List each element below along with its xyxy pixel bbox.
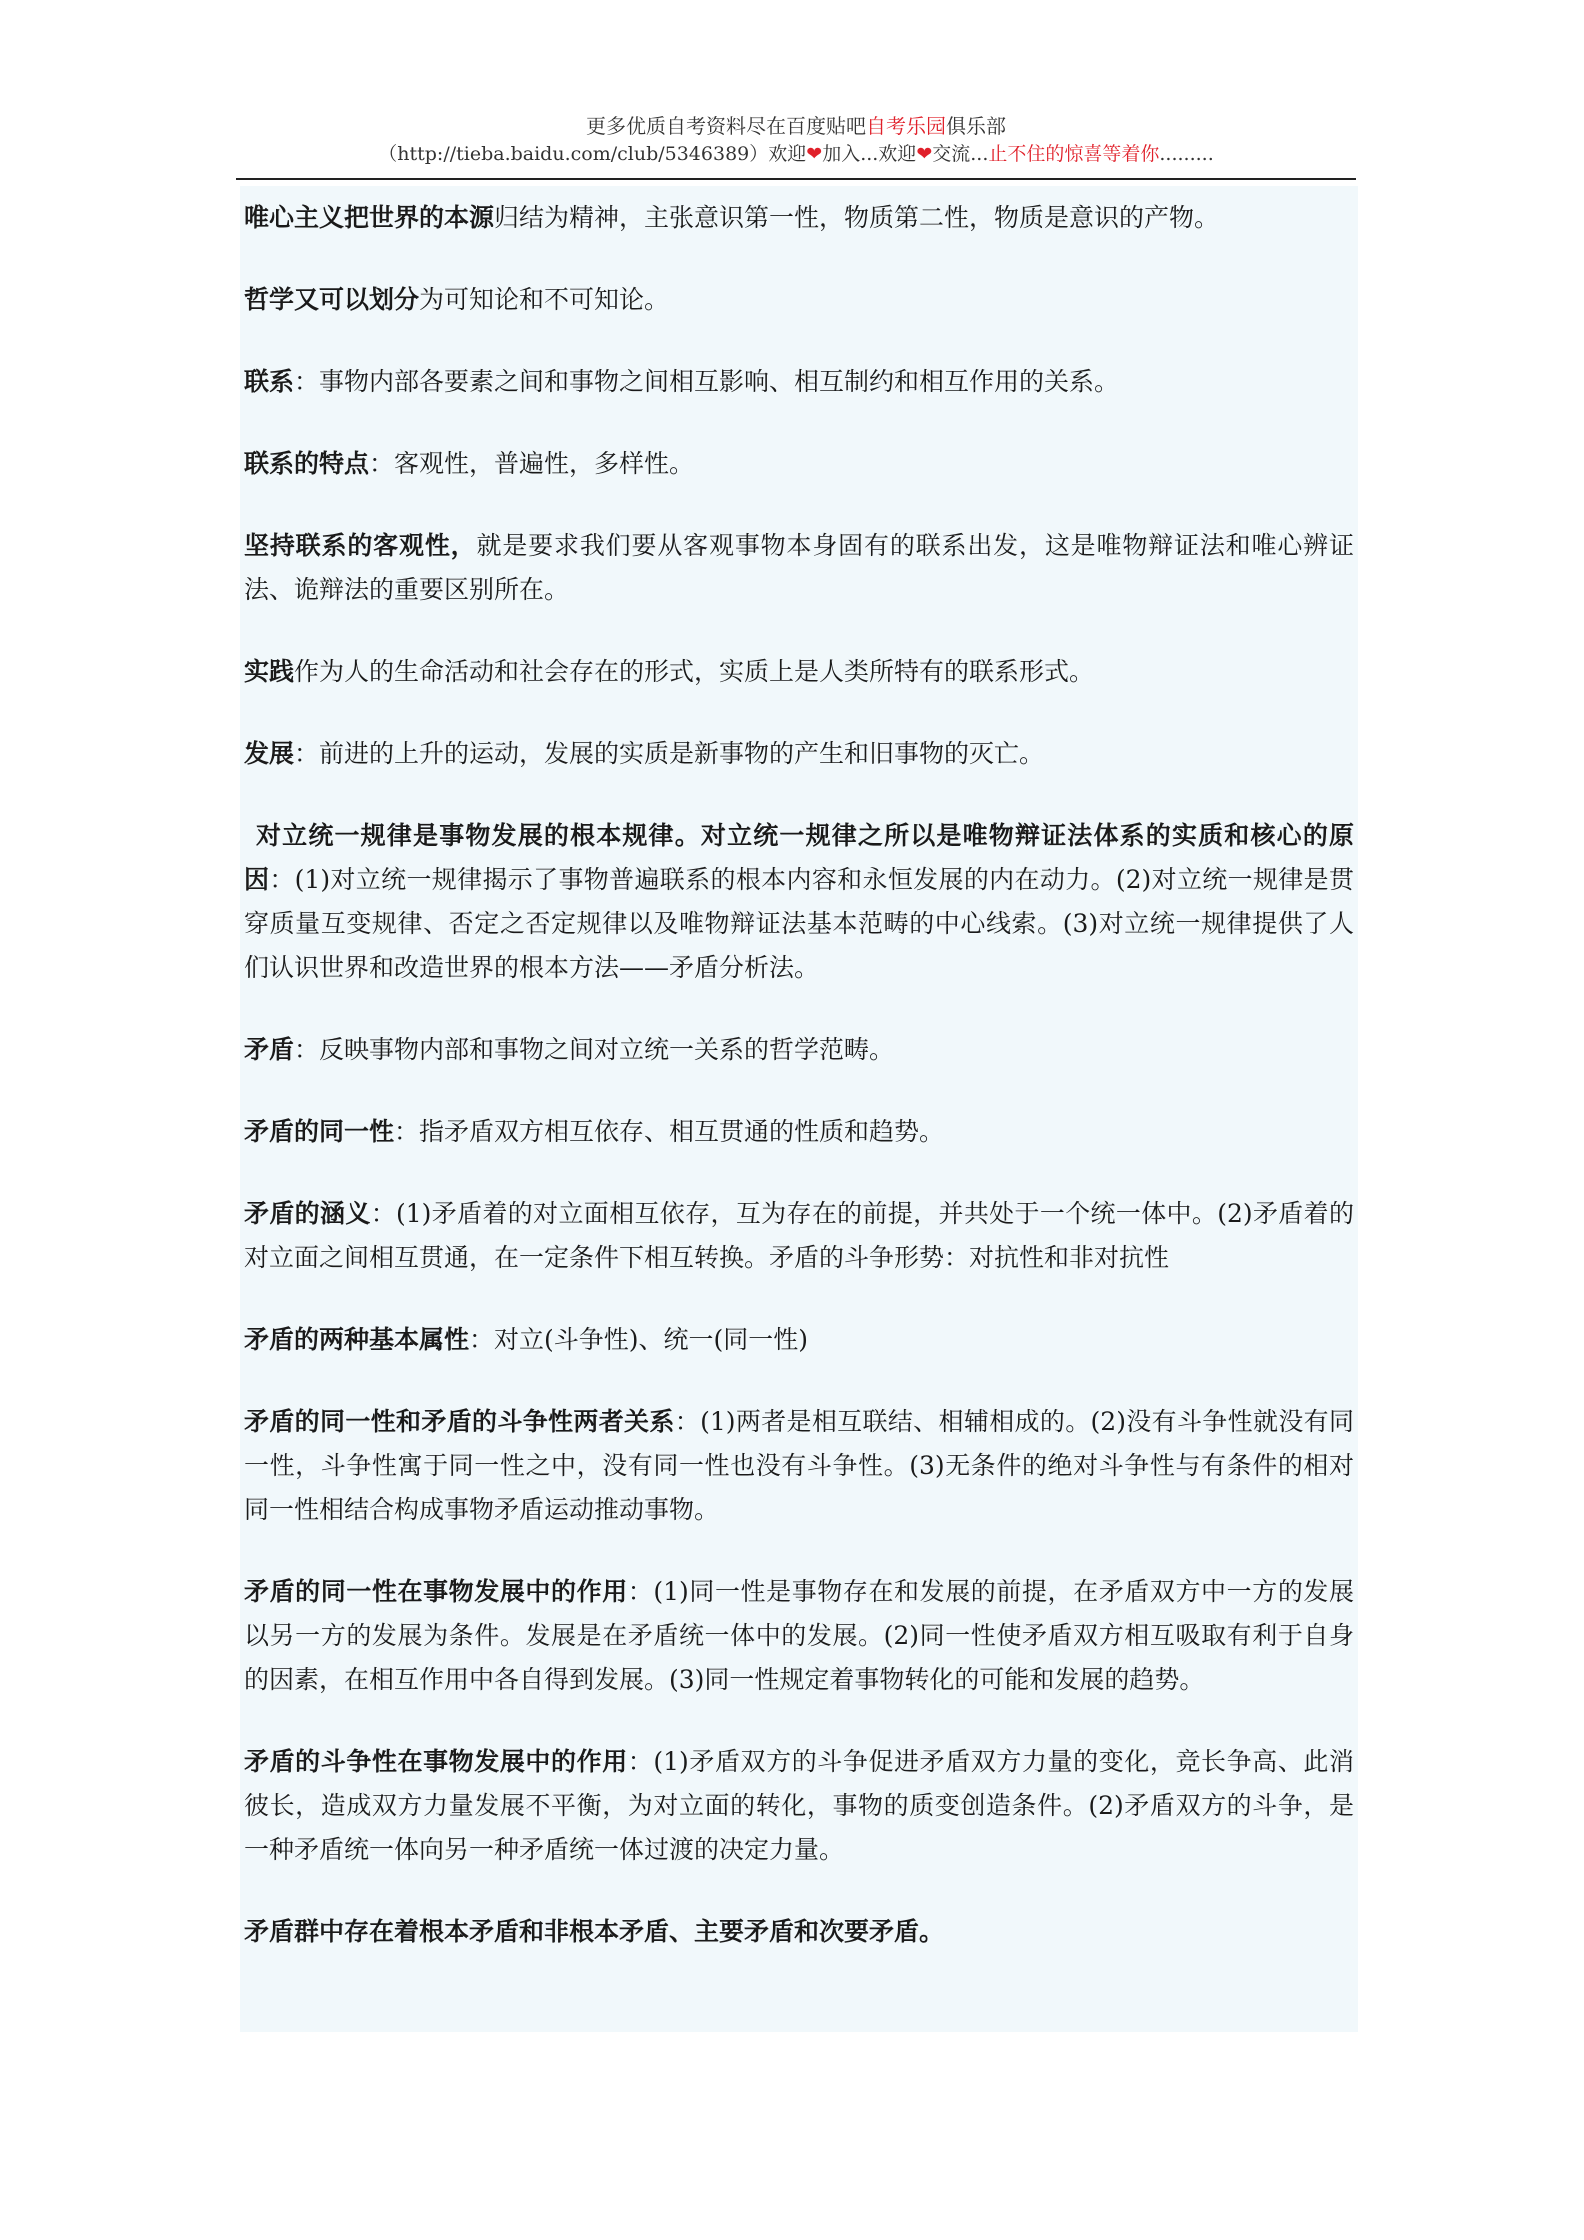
term: 矛盾群中存在着根本矛盾和非根本矛盾、主要矛盾和次要矛盾。 bbox=[244, 1917, 945, 1946]
term: 实践 bbox=[244, 657, 295, 686]
term: 哲学又可以划分 bbox=[244, 285, 420, 314]
term: 矛盾的同一性在事物发展中的作用 bbox=[244, 1577, 628, 1606]
definition: ：前进的上升的运动，发展的实质是新事物的产生和旧事物的灭亡。 bbox=[294, 739, 1045, 768]
paragraph bbox=[244, 1318, 1354, 1362]
definition: ：(1)矛盾双方的斗争促进矛盾双方力量的变化，竞长争高、此消彼长，造成双方力量发展不平衡，为对立面的转化，事物的质变创造条件。(2)矛盾双方的斗争，是一种矛盾统一体向另一种矛盾统一体过渡的决定力量。 bbox=[244, 1747, 1354, 1864]
page-header bbox=[236, 112, 1356, 168]
term: 坚持联系的客观性， bbox=[244, 531, 477, 560]
header-text: ......... bbox=[1159, 143, 1214, 165]
paragraph bbox=[244, 1192, 1354, 1280]
paragraph bbox=[244, 650, 1354, 694]
definition: ：(1)同一性是事物存在和发展的前提，在矛盾双方中一方的发展以另一方的发展为条件。发展是在矛盾统一体中的发展。(2)同一性使矛盾双方相互吸取有利于自身的因素，在相互作用中各自得到发展。(3)同一性规定着事物转化的可能和发展的趋势。 bbox=[244, 1577, 1354, 1694]
definition: ：事物内部各要素之间和事物之间相互影响、相互制约和相互作用的关系。 bbox=[294, 367, 1120, 396]
definition: 作为人的生命活动和社会存在的形式，实质上是人类所特有的联系形式。 bbox=[294, 657, 1095, 686]
paragraph bbox=[244, 442, 1354, 486]
term: 联系 bbox=[244, 367, 295, 396]
definition: 为可知论和不可知论。 bbox=[419, 285, 670, 314]
term: 唯心主义把世界的本源 bbox=[244, 203, 495, 232]
header-text: 更多优质自考资料尽在百度贴吧 bbox=[586, 114, 866, 138]
paragraph bbox=[244, 1110, 1354, 1154]
paragraph bbox=[244, 360, 1354, 404]
term: 联系的特点 bbox=[244, 449, 370, 478]
heart-icon: ❤ bbox=[916, 143, 933, 165]
paragraph bbox=[244, 196, 1354, 240]
definition: ：(1)两者是相互联结、相辅相成的。(2)没有斗争性就没有同一性，斗争性寓于同一性之中，没有同一性也没有斗争性。(3)无条件的绝对斗争性与有条件的相对同一性相结合构成事物矛盾运动推动事物。 bbox=[244, 1407, 1354, 1524]
term: 矛盾的同一性和矛盾的斗争性两者关系 bbox=[244, 1407, 675, 1436]
paragraph bbox=[244, 278, 1354, 322]
paragraph bbox=[244, 814, 1354, 990]
header-text: 俱乐部 bbox=[946, 114, 1006, 138]
definition: ：(1)矛盾着的对立面相互依存，互为存在的前提，并共处于一个统一体中。(2)矛盾着的对立面之间相互贯通，在一定条件下相互转换。矛盾的斗争形势：对抗性和非对抗性 bbox=[244, 1199, 1354, 1272]
header-line-2 bbox=[236, 140, 1356, 168]
definition: 归结为精神，主张意识第一性，物质第二性，物质是意识的产物。 bbox=[494, 203, 1220, 232]
paragraph bbox=[244, 1740, 1354, 1872]
paragraph bbox=[244, 1910, 1354, 1954]
definition: ：指矛盾双方相互依存、相互贯通的性质和趋势。 bbox=[394, 1117, 945, 1146]
definition: ：客观性，普遍性，多样性。 bbox=[369, 449, 695, 478]
paragraph bbox=[244, 732, 1354, 776]
paragraph bbox=[244, 1028, 1354, 1072]
header-text: 交流... bbox=[932, 143, 989, 165]
paragraph bbox=[244, 524, 1354, 612]
definition: ：(1)对立统一规律揭示了事物普遍联系的根本内容和永恒发展的内在动力。(2)对立统一规律是贯穿质量互变规律、否定之否定规律以及唯物辩证法基本范畴的中心线索。(3)对立统一规律提供了人们认识世界和改造世界的根本方法——矛盾分析法。 bbox=[244, 865, 1354, 982]
term: 矛盾的斗争性在事物发展中的作用 bbox=[244, 1747, 628, 1776]
definition: ：对立(斗争性)、统一(同一性) bbox=[469, 1325, 809, 1354]
paragraph bbox=[244, 1400, 1354, 1532]
header-divider bbox=[236, 178, 1356, 180]
heart-icon: ❤ bbox=[806, 143, 823, 165]
header-url-text: （http://tieba.baidu.com/club/5346389）欢迎 bbox=[378, 143, 807, 165]
term: 矛盾的涵义 bbox=[244, 1199, 371, 1228]
term: 矛盾 bbox=[244, 1035, 295, 1064]
term: 矛盾的同一性 bbox=[244, 1117, 395, 1146]
term: 矛盾的两种基本属性 bbox=[244, 1325, 470, 1354]
term: 发展 bbox=[244, 739, 295, 768]
term: 对立统一规律是事物发展的根本规律。对立统一规律之所以是唯物辩证法体系的实质和核心的原因 bbox=[244, 821, 1354, 894]
header-text: 加入...欢迎 bbox=[822, 143, 917, 165]
definition: ：反映事物内部和事物之间对立统一关系的哲学范畴。 bbox=[294, 1035, 895, 1064]
header-highlight: 止不住的惊喜等着你 bbox=[988, 143, 1160, 165]
header-line-1 bbox=[236, 112, 1356, 140]
document-body bbox=[240, 186, 1358, 2032]
header-highlight: 自考乐园 bbox=[866, 114, 946, 138]
paragraph bbox=[244, 1570, 1354, 1702]
definition: 就是要求我们要从客观事物本身固有的联系出发，这是唯物辩证法和唯心辨证法、诡辩法的重要区别所在。 bbox=[244, 531, 1354, 604]
